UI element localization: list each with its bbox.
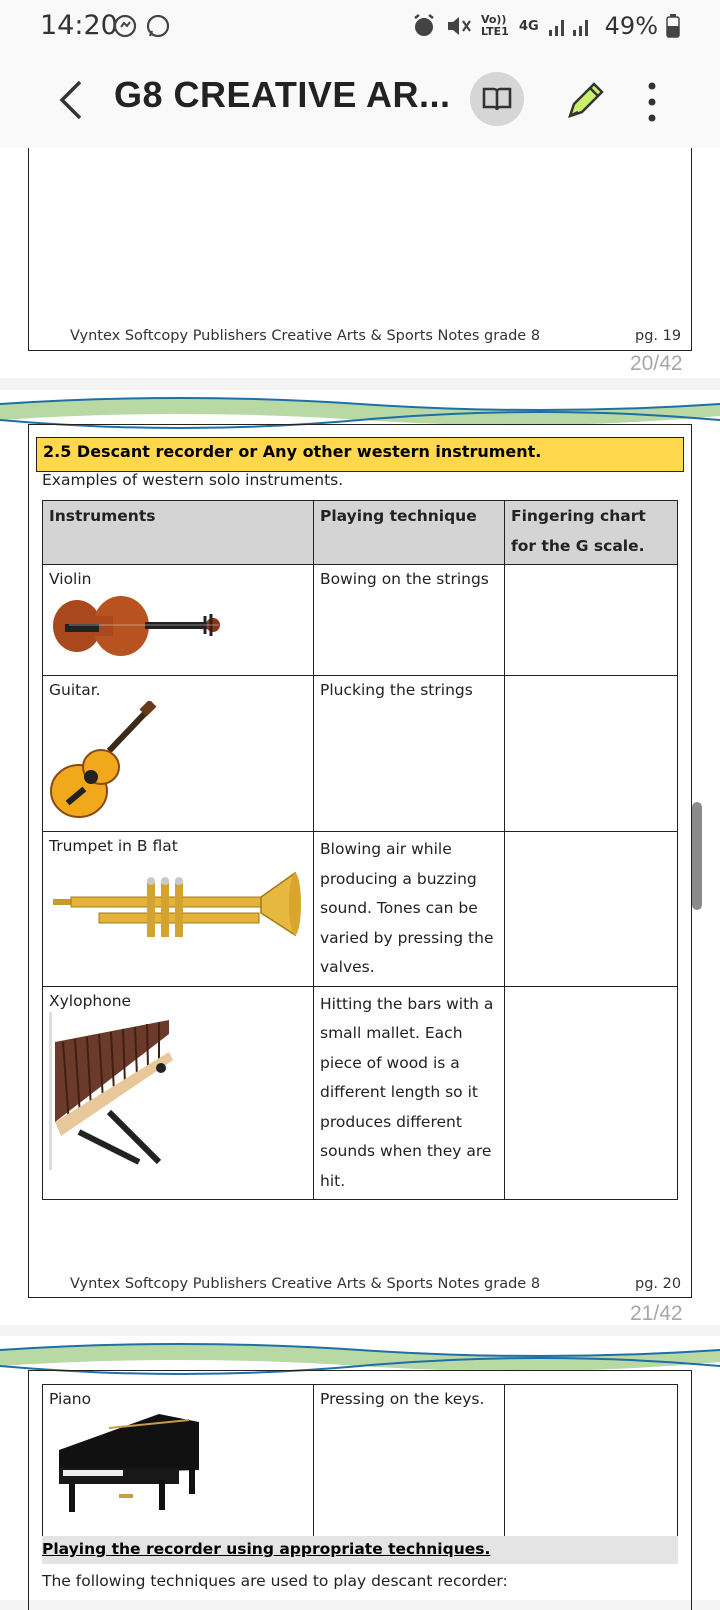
whatsapp-icon — [144, 12, 172, 40]
header-instruments: Instruments — [43, 501, 314, 565]
book-icon — [481, 85, 513, 113]
pen-icon[interactable] — [560, 74, 612, 126]
technique-cell — [314, 832, 505, 987]
instrument-cell — [43, 1385, 314, 1537]
intro-text: Examples of western solo instruments. — [42, 471, 344, 489]
page-20-number: pg. 20 — [635, 1276, 682, 1292]
instrument-name: Trumpet in B flat — [49, 837, 178, 855]
reading-mode-button[interactable] — [470, 72, 524, 126]
fingering-cell — [505, 986, 678, 1200]
instrument-cell — [43, 832, 314, 987]
app-bar — [0, 52, 720, 148]
header-fingering: Fingering chart for the G scale. — [505, 501, 678, 565]
instrument-name: Violin — [49, 570, 92, 588]
mute-icon — [445, 13, 473, 39]
instruments-table — [42, 500, 678, 1200]
table-row — [43, 1385, 678, 1537]
messenger-icon — [112, 12, 140, 40]
technique-cell — [314, 676, 505, 832]
instrument-name: Piano — [49, 1390, 92, 1408]
table-row — [43, 676, 678, 832]
fingering-cell — [505, 565, 678, 676]
section-heading: 2.5 Descant recorder or Any other western instrument. — [36, 437, 684, 472]
instrument-cell — [43, 676, 314, 832]
instrument-cell — [43, 986, 314, 1200]
page-counter-21: 21/42 — [630, 1302, 683, 1325]
status-right — [411, 12, 680, 40]
recorder-techniques-text: The following techniques are used to play descant recorder: — [42, 1572, 508, 1590]
table-row — [43, 986, 678, 1200]
scrollbar-thumb[interactable] — [692, 802, 702, 910]
instrument-name: Guitar. — [49, 681, 101, 699]
volte-label: Vo)) LTE1 — [480, 13, 509, 38]
page-19-footer: Vyntex Softcopy Publishers Creative Arts & Sports Notes grade 8 — [70, 328, 541, 344]
technique-cell — [314, 565, 505, 676]
fingering-cell — [505, 676, 678, 832]
guitar-image — [49, 701, 159, 823]
table-row — [43, 565, 678, 676]
page-counter-20: 20/42 — [630, 352, 683, 375]
battery-percent: 49% — [604, 12, 658, 40]
document-title: G8 CREATIVE AR... — [114, 74, 451, 115]
table-header-row — [43, 501, 678, 565]
page-19-frame — [28, 148, 692, 351]
battery-icon — [666, 14, 680, 38]
signal-icon — [547, 14, 597, 38]
header-technique: Playing technique — [314, 501, 505, 565]
technique-text: Hitting the bars with a small mallet. Each piece of wood is a different length so it produces different sounds when they are hit. — [320, 994, 494, 1190]
more-options-icon[interactable] — [640, 78, 664, 126]
violin-image — [49, 590, 229, 660]
instruments-table-continued — [42, 1384, 678, 1537]
technique-text: Pressing on the keys. — [320, 1390, 485, 1408]
fingering-cell — [505, 1385, 678, 1537]
alarm-icon — [411, 13, 437, 39]
page-20-footer: Vyntex Softcopy Publishers Creative Arts & Sports Notes grade 8 — [70, 1276, 541, 1292]
back-arrow-icon[interactable] — [52, 76, 92, 124]
status-time: 14:20 — [40, 10, 118, 41]
page-19-number: pg. 19 — [635, 328, 682, 344]
page-19 — [0, 148, 720, 378]
network-label: 4G — [518, 18, 539, 34]
instrument-name: Xylophone — [49, 991, 132, 1010]
piano-image — [49, 1410, 209, 1514]
technique-text: Bowing on the strings — [320, 570, 489, 588]
technique-cell — [314, 1385, 505, 1537]
fingering-cell — [505, 832, 678, 987]
xylophone-image — [49, 1012, 179, 1172]
instrument-cell — [43, 565, 314, 676]
technique-cell — [314, 986, 505, 1200]
table-row — [43, 832, 678, 987]
recorder-techniques-heading: Playing the recorder using appropriate techniques. — [42, 1536, 678, 1564]
technique-text: Plucking the strings — [320, 681, 473, 699]
technique-text: Blowing air while producing a buzzing sound. Tones can be varied by pressing the valves. — [320, 840, 494, 976]
trumpet-image — [49, 857, 305, 957]
notification-icons — [112, 12, 172, 40]
status-bar — [0, 0, 720, 52]
